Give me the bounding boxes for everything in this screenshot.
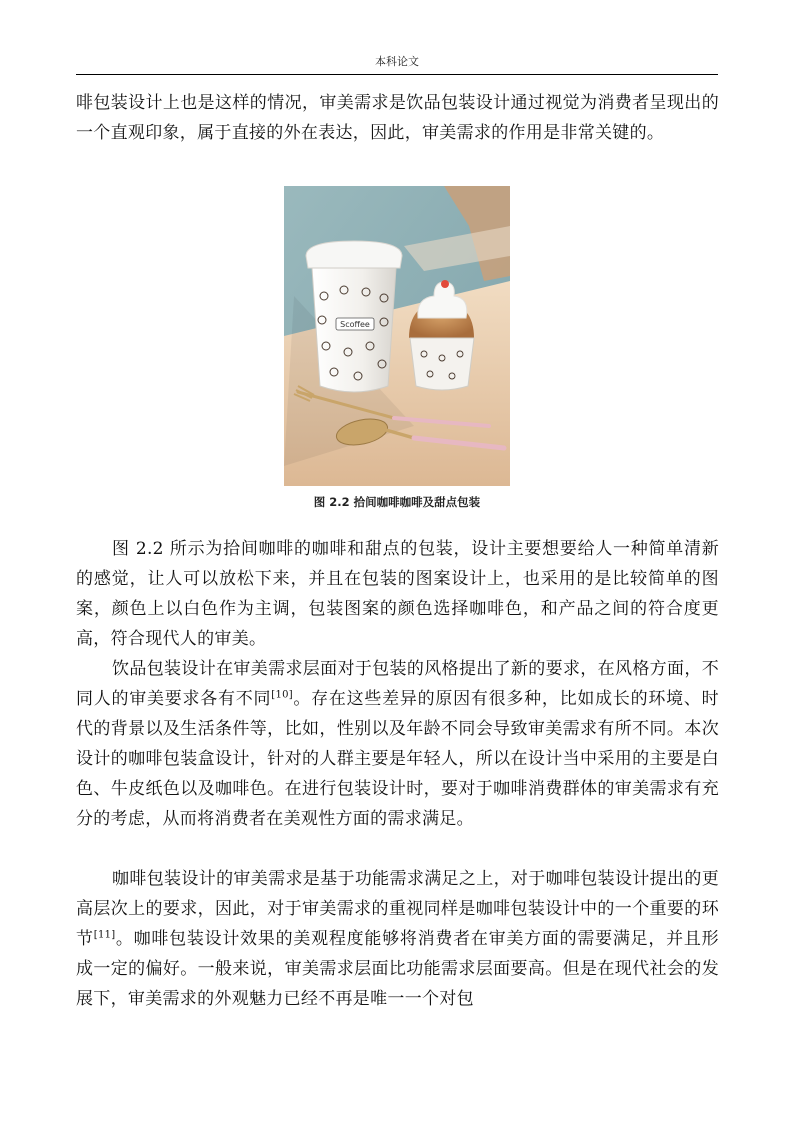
figure-caption: 图 2.2 拾间咖啡咖啡及甜点包装 [313, 495, 481, 509]
paragraph-intro: 啡包装设计上也是这样的情况，审美需求是饮品包装设计通过视觉为消费者呈现出的一个直观印象，属于直接的外在表达，因此，审美需求的作用是非常关键的。 [76, 93, 719, 143]
cupcake-cherry [441, 280, 449, 288]
header-title: 本科论文 [375, 55, 419, 68]
citation-10: [10] [271, 689, 293, 701]
paragraph-text: 咖啡包装设计的审美需求是基于功能需求满足之上，对于咖啡包装设计提出的更高层次上的要求，因此，对于审美需求的重视同样是咖啡包装设计中的一个重要的环节 [76, 869, 719, 949]
cupcake-wrapper [410, 338, 474, 390]
cup-label-text: Scoffee [340, 320, 370, 329]
paragraph-aesthetic-style [76, 654, 719, 834]
paragraph-text: 饮品包装设计在审美需求层面对于包装的风格提出了新的要求，在风格方面，不同人的审美要求各有不同 [76, 659, 719, 709]
figure-coffee-packaging [284, 186, 510, 486]
page-header [76, 55, 718, 75]
paragraph-text: 。存在这些差异的原因有很多种，比如成长的环境、时代的背景以及生活条件等，比如，性别以及年龄不同会导致审美需求有所不同。本次设计的咖啡包装盒设计，针对的人群主要是年轻人，所以在设计当中采用的主要是白色、牛皮纸色以及咖啡色。在进行包装设计时，要对于咖啡消费群体的审美需求有充分的考虑，从而将消费者在美观性方面的需求满足。 [76, 689, 719, 829]
cup-lid [306, 241, 402, 268]
paragraph-figure-description: 图 2.2 所示为拾间咖啡的咖啡和甜点的包装，设计主要想要给人一种简单清新的感觉，让人可以放松下来，并且在包装的图案设计上，也采用的是比较简单的图案，颜色上以白色作为主调，包装图案的颜色选择咖啡色，和产品之间的符合度更高，符合现代人的审美。 [76, 539, 719, 649]
paragraph-aesthetic-demand [76, 864, 719, 1014]
coffee-photo [284, 186, 510, 486]
citation-11: [11] [93, 929, 116, 941]
paragraph-text: 。咖啡包装设计效果的美观程度能够将消费者在审美方面的需要满足，并且形成一定的偏好。一般来说，审美需求层面比功能需求层面要高。但是在现代社会的发展下，审美需求的外观魅力已经不再是唯一一个对包 [76, 929, 719, 1009]
